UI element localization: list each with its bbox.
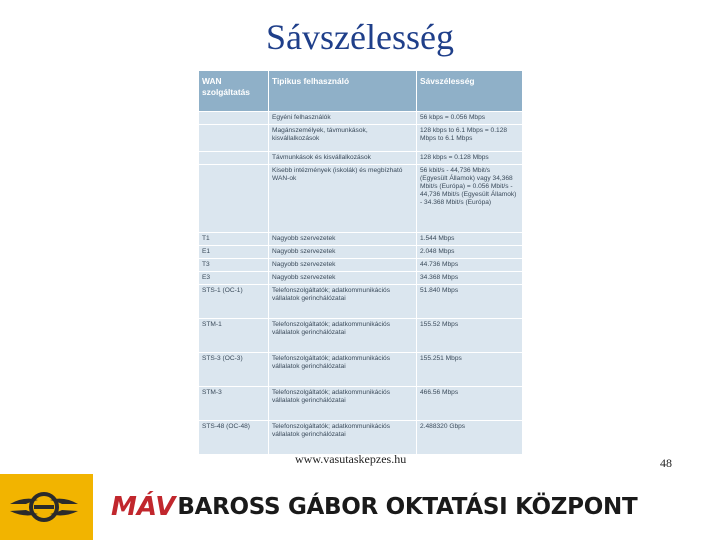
brand-name: MÁV — [111, 492, 176, 522]
table-row — [199, 112, 523, 125]
cell-service: E1 — [199, 246, 269, 259]
cell-bandwidth: 2.488320 Gbps — [417, 421, 523, 455]
cell-bandwidth: 155.251 Mbps — [417, 353, 523, 387]
table-row — [199, 246, 523, 259]
cell-service: STS-3 (OC-3) — [199, 353, 269, 387]
cell-bandwidth: 128 kbps = 0.128 Mbps — [417, 152, 523, 165]
table-row — [199, 152, 523, 165]
table-row — [199, 125, 523, 152]
footer-banner — [0, 474, 720, 540]
cell-user: Nagyobb szervezetek — [269, 246, 417, 259]
cell-user: Telefonszolgáltatók; adatkommunikációs vállalatok gerinchálózatai — [269, 285, 417, 319]
cell-service: E3 — [199, 272, 269, 285]
table-row — [199, 165, 523, 233]
cell-bandwidth: 56 kbit/s - 44,736 Mbit/s (Egyesült Államok) vagy 34,368 Mbit/s (Európa) = 0.056 Mbit/s - 44,736 Mbit/s (Egyesült Államok) - 34.368 Mbit/s (Európa) — [417, 165, 523, 233]
table-row — [199, 259, 523, 272]
cell-bandwidth: 34.368 Mbps — [417, 272, 523, 285]
table-header-row — [199, 71, 523, 112]
cell-user: Nagyobb szervezetek — [269, 259, 417, 272]
cell-user: Telefonszolgáltatók; adatkommunikációs vállalatok gerinchálózatai — [269, 353, 417, 387]
cell-bandwidth: 44.736 Mbps — [417, 259, 523, 272]
cell-bandwidth: 155.52 Mbps — [417, 319, 523, 353]
cell-user: Magánszemélyek, távmunkások, kisvállalkozások — [269, 125, 417, 152]
table-row — [199, 387, 523, 421]
cell-user: Telefonszolgáltatók; adatkommunikációs vállalatok gerinchálózatai — [269, 319, 417, 353]
table-row — [199, 319, 523, 353]
footer-url: www.vasutaskepzes.hu — [295, 452, 407, 466]
cell-user: Egyéni felhasználók — [269, 112, 417, 125]
training-center-banner — [93, 474, 720, 540]
cell-bandwidth: 128 kbps to 6.1 Mbps = 0.128 Mbps to 6.1 Mbps — [417, 125, 523, 152]
bandwidth-table-container — [198, 70, 522, 446]
cell-bandwidth: 56 kbps = 0.056 Mbps — [417, 112, 523, 125]
cell-bandwidth: 1.544 Mbps — [417, 233, 523, 246]
cell-user: Nagyobb szervezetek — [269, 233, 417, 246]
training-center-name: BAROSS GÁBOR OKTATÁSI KÖZPONT — [177, 494, 638, 520]
cell-service — [199, 112, 269, 125]
table-row — [199, 285, 523, 319]
cell-service — [199, 125, 269, 152]
table-row — [199, 353, 523, 387]
cell-service: T3 — [199, 259, 269, 272]
cell-bandwidth: 466.56 Mbps — [417, 387, 523, 421]
table-row — [199, 272, 523, 285]
page-number: 48 — [660, 456, 672, 470]
cell-service — [199, 152, 269, 165]
cell-service: STM-1 — [199, 319, 269, 353]
cell-user: Telefonszolgáltatók; adatkommunikációs vállalatok gerinchálózatai — [269, 421, 417, 455]
cell-bandwidth: 2.048 Mbps — [417, 246, 523, 259]
cell-service: T1 — [199, 233, 269, 246]
cell-user: Nagyobb szervezetek — [269, 272, 417, 285]
table-row — [199, 421, 523, 455]
cell-user: Telefonszolgáltatók; adatkommunikációs vállalatok gerinchálózatai — [269, 387, 417, 421]
table-row — [199, 233, 523, 246]
header-bandwidth: Sávszélesség — [417, 71, 523, 112]
mav-wings-logo-icon — [0, 474, 88, 540]
slide-title: Sávszélesség — [266, 17, 454, 57]
header-wan-service: WAN szolgáltatás — [199, 71, 269, 112]
cell-service: STS-48 (OC-48) — [199, 421, 269, 455]
cell-service: STM-3 — [199, 387, 269, 421]
cell-service — [199, 165, 269, 233]
cell-service: STS-1 (OC-1) — [199, 285, 269, 319]
bandwidth-table — [198, 70, 523, 455]
header-typical-user: Tipikus felhasználó — [269, 71, 417, 112]
cell-bandwidth: 51.840 Mbps — [417, 285, 523, 319]
cell-user: Kisebb intézmények (iskolák) és megbízható WAN-ok — [269, 165, 417, 233]
cell-user: Távmunkások és kisvállalkozások — [269, 152, 417, 165]
